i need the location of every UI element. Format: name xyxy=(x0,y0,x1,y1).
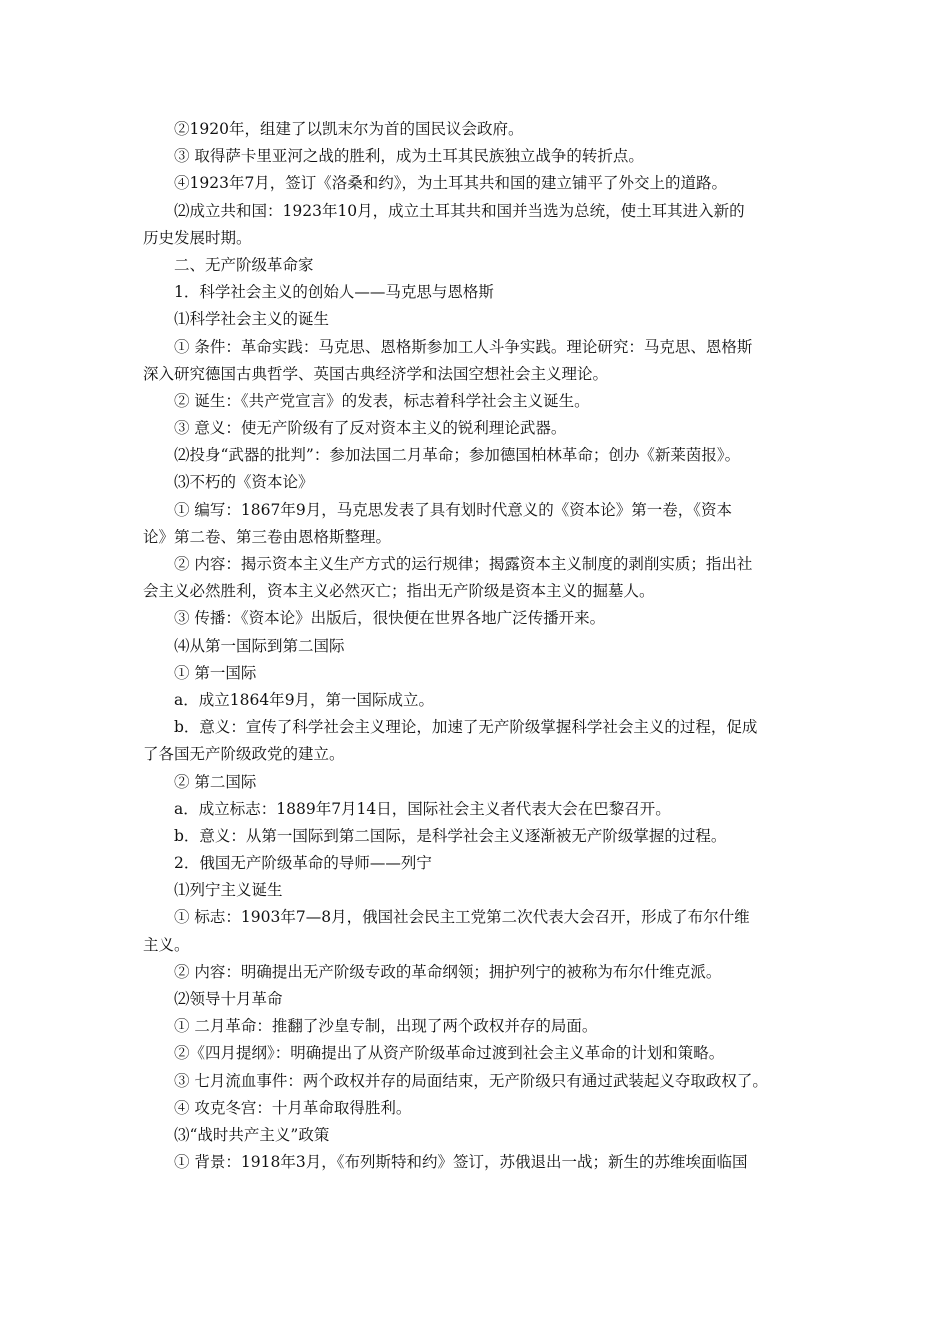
document-page xyxy=(143,116,811,1176)
text-line: 深入研究德国古典哲学、英国古典经济学和法国空想社会主义理论。 xyxy=(143,364,609,383)
text-line: 二、无产阶级革命家 xyxy=(174,255,314,274)
text-line: ① 条件：革命实践：马克思、恩格斯参加工人斗争实践。理论研究：马克思、恩格斯 xyxy=(174,337,753,356)
text-line: ②《四月提纲》：明确提出了从资产阶级革命过渡到社会主义革命的计划和策略。 xyxy=(174,1044,725,1063)
text-line: 会主义必然胜利，资本主义必然灭亡；指出无产阶级是资本主义的掘墓人。 xyxy=(143,582,655,601)
text-line: ② 第二国际 xyxy=(174,772,257,791)
text-line: ① 背景：1918年3月，《布列斯特和约》签订，苏俄退出一战；新生的苏维埃面临国 xyxy=(174,1153,748,1172)
text-line: ③ 意义：使无产阶级有了反对资本主义的锐利理论武器。 xyxy=(174,419,567,438)
text-line: 2．俄国无产阶级革命的导师——列宁 xyxy=(174,854,432,873)
text-line: ⑶不朽的《资本论》 xyxy=(174,473,314,492)
text-line: 了各国无产阶级政党的建立。 xyxy=(143,745,345,764)
text-line: ⑴列宁主义诞生 xyxy=(174,881,283,900)
text-line: b．意义：从第一国际到第二国际，是科学社会主义逐渐被无产阶级掌握的过程。 xyxy=(174,826,727,845)
text-line: ② 内容：明确提出无产阶级专政的革命纲领；拥护列宁的被称为布尔什维克派。 xyxy=(174,962,722,981)
text-line: 1．科学社会主义的创始人——马克思与恩格斯 xyxy=(174,283,494,302)
text-line: ④1923年7月，签订《洛桑和约》，为土耳其共和国的建立铺平了外交上的道路。 xyxy=(174,174,728,193)
text-line: ② 内容：揭示资本主义生产方式的运行规律；揭露资本主义制度的剥削实质；指出社 xyxy=(174,555,753,573)
text-line: ③ 取得萨卡里亚河之战的胜利，成为土耳其民族独立战争的转折点。 xyxy=(174,147,644,166)
text-line: a．成立标志：1889年7月14日，国际社会主义者代表大会在巴黎召开。 xyxy=(174,799,671,818)
text-line: ① 二月革命：推翻了沙皇专制，出现了两个政权并存的局面。 xyxy=(174,1017,598,1036)
text-line: ⑷从第一国际到第二国际 xyxy=(174,636,345,655)
text-line: ③ 传播：《资本论》出版后，很快便在世界各地广泛传播开来。 xyxy=(174,609,606,628)
text-line: ⑵成立共和国：1923年10月，成立土耳其共和国并当选为总统，使土耳其进入新的 xyxy=(174,201,745,220)
text-line: ① 标志：1903年7—8月，俄国社会民主工党第二次代表大会召开，形成了布尔什维 xyxy=(174,908,750,927)
text-line: ③ 七月流血事件：两个政权并存的局面结束，无产阶级只有通过武装起义夺取政权了。 xyxy=(174,1071,768,1090)
text-line: ① 编写：1867年9月，马克思发表了具有划时代意义的《资本论》第一卷，《资本 xyxy=(174,500,732,519)
text-line: 历史发展时期。 xyxy=(143,228,252,247)
text-line: ② 诞生：《共产党宣言》的发表，标志着科学社会主义诞生。 xyxy=(174,391,590,410)
text-line: ① 第一国际 xyxy=(174,663,257,682)
text-line: ⑵领导十月革命 xyxy=(174,990,283,1008)
text-line: ⑵投身“武器的批判”：参加法国二月革命；参加德国柏林革命；创办《新莱茵报》。 xyxy=(174,446,741,465)
text-line: b．意义：宣传了科学社会主义理论，加速了无产阶级掌握科学社会主义的过程，促成 xyxy=(174,718,758,737)
text-line: ⑶“战时共产主义”政策 xyxy=(174,1125,330,1144)
text-line: ④ 攻克冬宫：十月革命取得胜利。 xyxy=(174,1098,412,1117)
text-line: ②1920年，组建了以凯末尔为首的国民议会政府。 xyxy=(174,120,524,138)
text-line: 主义。 xyxy=(143,935,190,954)
text-line: a．成立1864年9月，第一国际成立。 xyxy=(174,690,435,709)
text-line: ⑴科学社会主义的诞生 xyxy=(174,310,330,329)
text-line: 论》第二卷、第三卷由恩格斯整理。 xyxy=(143,527,392,546)
